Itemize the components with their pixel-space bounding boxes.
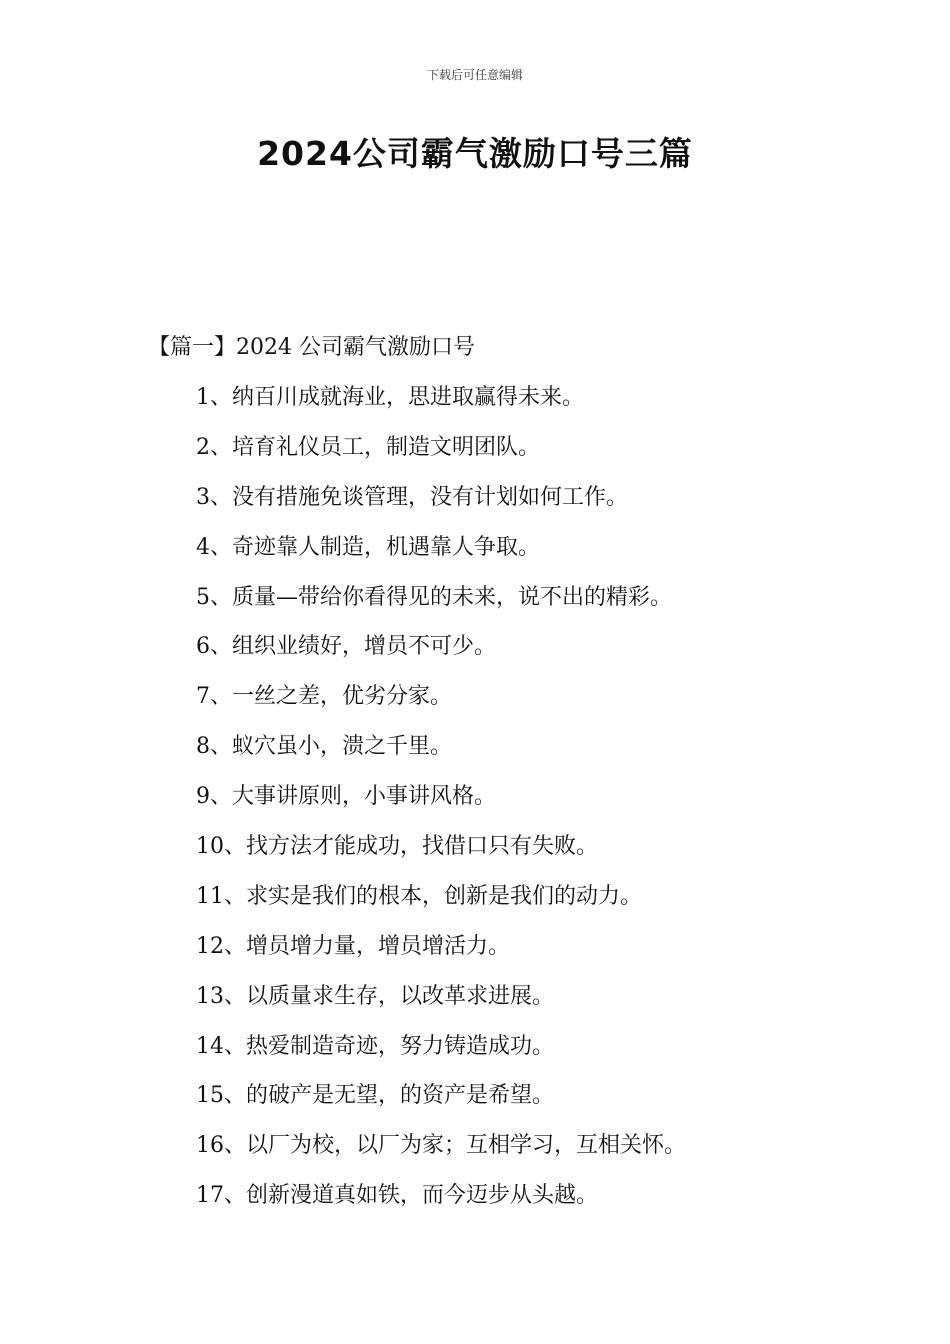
slogan-item: 8、蚁穴虽小，溃之千里。 [196, 734, 452, 760]
slogan-item: 15、的破产是无望，的资产是希望。 [196, 1083, 554, 1109]
slogan-item: 6、组织业绩好，增员不可少。 [196, 634, 496, 660]
slogan-item: 5、质量—带给你看得见的未来，说不出的精彩。 [196, 584, 672, 610]
slogan-item: 13、以质量求生存，以改革求进展。 [196, 983, 554, 1009]
slogan-item: 12、增员增力量，增员增活力。 [196, 933, 510, 959]
slogan-item: 14、热爱制造奇迹，努力铸造成功。 [196, 1033, 554, 1059]
slogan-list [196, 383, 916, 1231]
slogan-item: 2、培育礼仪员工，制造文明团队。 [196, 434, 540, 460]
slogan-item: 1、纳百川成就海业，思进取赢得未来。 [196, 385, 584, 410]
slogan-item: 9、大事讲原则，小事讲风格。 [196, 784, 496, 810]
document-title: 2024公司霸气激励口号三篇 [257, 134, 693, 173]
slogan-item: 10、找方法才能成功，找借口只有失败。 [196, 834, 598, 860]
slogan-item: 16、以厂为校，以厂为家；互相学习，互相关怀。 [196, 1133, 686, 1159]
slogan-item: 3、没有措施免谈管理，没有计划如何工作。 [196, 484, 628, 510]
slogan-item: 4、奇迹靠人制造，机遇靠人争取。 [196, 534, 540, 560]
slogan-item: 11、求实是我们的根本，创新是我们的动力。 [196, 883, 642, 909]
header-note: 下载后可任意编辑 [426, 68, 523, 82]
slogan-item: 17、创新漫道真如铁，而今迈步从头越。 [196, 1183, 598, 1209]
slogan-item: 7、一丝之差，优劣分家。 [196, 684, 452, 710]
section-heading: 【篇一】2024 公司霸气激励口号 [148, 335, 475, 360]
